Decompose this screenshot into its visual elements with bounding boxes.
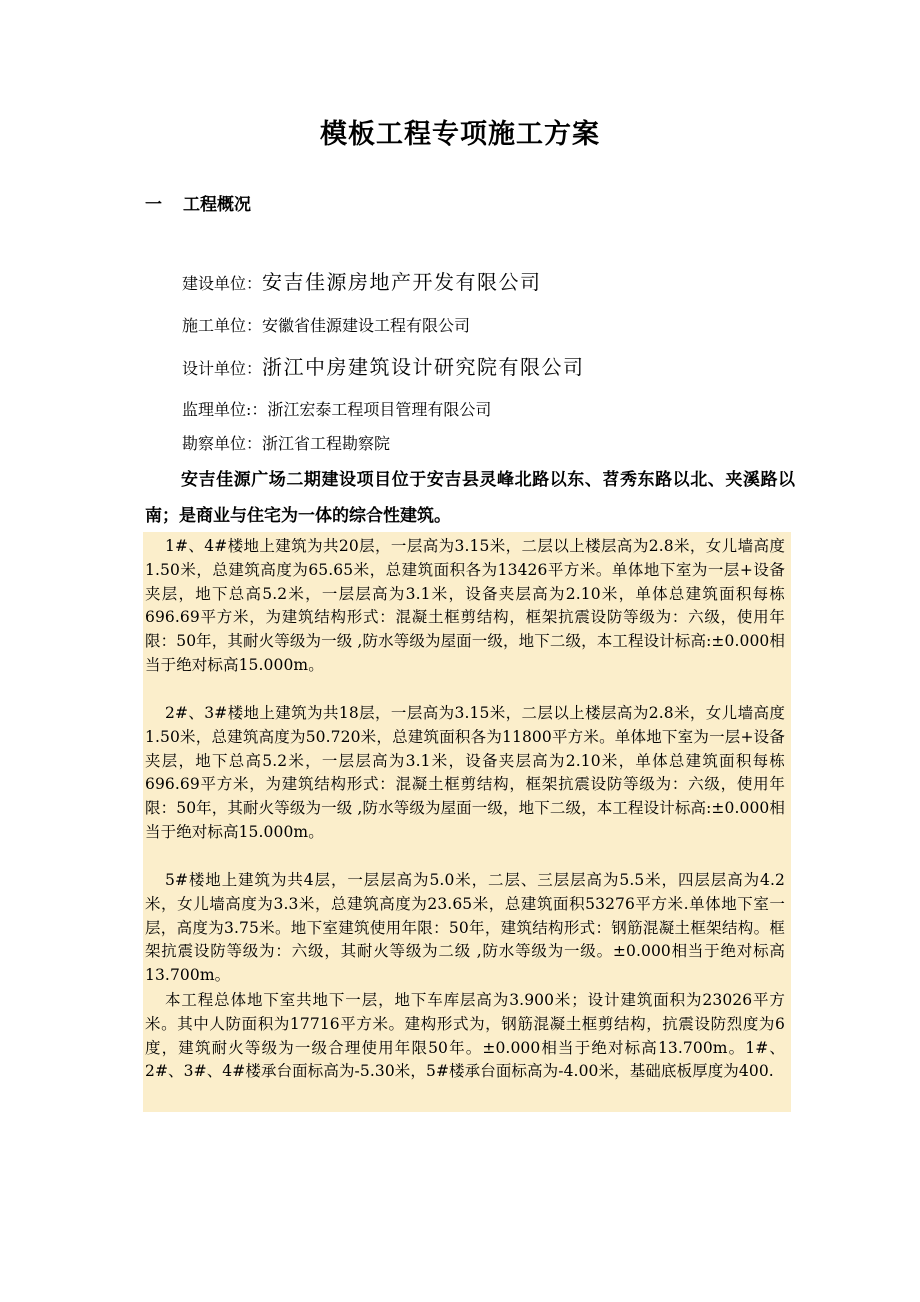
unit-label: 勘察单位： xyxy=(182,434,263,453)
unit-value: 安徽省佳源建设工程有限公司 xyxy=(262,316,471,335)
unit-line-survey xyxy=(182,431,390,454)
unit-line-construction xyxy=(182,266,542,295)
unit-label: 监理单位:： xyxy=(182,400,268,419)
unit-label: 设计单位： xyxy=(182,359,263,378)
section-title: 工程概况 xyxy=(183,195,251,215)
paragraph-building-5: 5#楼地上建筑为共4层，一层层高为5.0米，二层、三层层高为5.5米，四层层高为4.2米，女儿墙高度为3.3米，总建筑高度为23.65米，总建筑面积53276平方米.单体地下室一层，高度为3.75米。地下室建筑使用年限：50年，建筑结构形式：钢筋混凝土框架结构。框架抗震设防等级为：六级，其耐火等级为二级 ,防水等级为一级。±0.000相当于绝对标高13.700m。 xyxy=(145,871,785,985)
paragraph-buildings-1-4: 1#、4#楼地上建筑为共20层，一层高为3.15米，二层以上楼层高为2.8米，女儿墙高度1.50米，总建筑高度为65.65米，总建筑面积各为13426平方米。单体地下室为一层+设备夹层，地下总高5.2米，一层层高为3.1米，设备夹层高为2.10米，单体总建筑面积每栋696.69平方米，为建筑结构形式：混凝土框剪结构，框架抗震设防等级为：六级，使用年限：50年，其耐火等级为一级 ,防水等级为屋面一级，地下二级，本工程设计标高:±0.000相当于绝对标高15.000m。 xyxy=(145,537,785,674)
unit-value: 浙江省工程勘察院 xyxy=(262,434,391,453)
unit-value: 浙江中房建筑设计研究院有限公司 xyxy=(262,355,585,379)
project-intro: 安吉佳源广场二期建设项目位于安吉县灵峰北路以东、苕秀东路以北、夹溪路以南；是商业与住宅为一体的综合性建筑。 xyxy=(145,470,795,526)
unit-label: 施工单位： xyxy=(182,316,263,335)
unit-line-design xyxy=(182,351,585,380)
unit-line-contractor xyxy=(182,313,470,336)
section-heading xyxy=(145,190,251,215)
unit-value: 浙江宏泰工程项目管理有限公司 xyxy=(267,400,492,419)
paragraph-basement: 本工程总体地下室共地下一层，地下车库层高为3.900米；设计建筑面积为23026平方米。其中人防面积为17716平方米。建构形式为，钢筋混凝土框剪结构，抗震设防烈度为6度，建筑耐火等级为一级合理使用年限50年。±0.000相当于绝对标高13.700m。1#、2#、3#、4#楼承台面标高为-5.30米，5#楼承台面标高为-4.00米，基础底板厚度为400. xyxy=(145,991,785,1081)
unit-label: 建设单位： xyxy=(182,274,263,293)
paragraph-buildings-2-3: 2#、3#楼地上建筑为共18层，一层高为3.15米，二层以上楼层高为2.8米，女儿墙高度1.50米，总建筑高度为50.720米，总建筑面积各为11800平方米。单体地下室为一层+设备夹层，地下总高5.2米，一层层高为3.1米，设备夹层高为2.10米，单体总建筑面积每栋696.69平方米，为建筑结构形式：混凝土框剪结构，框架抗震设防等级为：六级，使用年限：50年，其耐火等级为一级 ,防水等级为屋面一级，地下二级，本工程设计标高:±0.000相当于绝对标高15.000m。 xyxy=(145,704,785,841)
section-number: 一 xyxy=(145,195,162,215)
unit-line-supervision xyxy=(182,397,491,420)
unit-value: 安吉佳源房地产开发有限公司 xyxy=(262,270,542,294)
document-title: 模板工程专项施工方案 xyxy=(320,119,600,150)
